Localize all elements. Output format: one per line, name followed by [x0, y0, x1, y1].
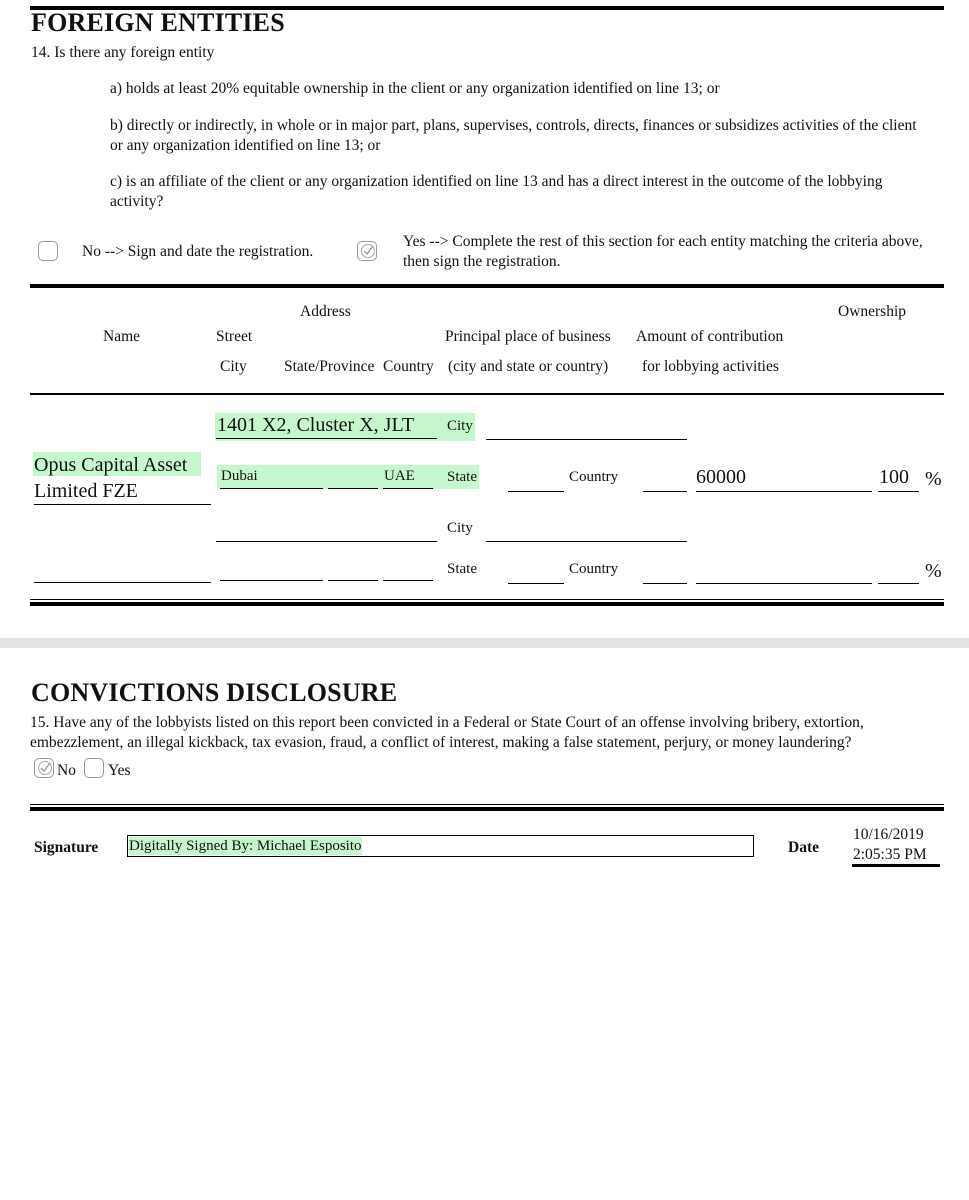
- row2-amount-line: [696, 583, 872, 584]
- row1-ppb-country-line: [643, 491, 687, 492]
- date-label: Date: [788, 839, 819, 856]
- header-amount: Amount of contribution: [636, 328, 784, 345]
- item-a: a) holds at least 20% equitable ownership in the client or any organization identified on line 13; or: [110, 80, 720, 97]
- row2-ppb-state-line: [508, 583, 564, 584]
- row2-state-province-line: [328, 580, 378, 581]
- row2-ppb-country-line: [643, 583, 687, 584]
- signature-rule: [30, 807, 944, 811]
- row1-ppb-state-label: State: [447, 469, 477, 485]
- page-break: [0, 638, 969, 648]
- row1-city[interactable]: Dubai: [221, 468, 258, 484]
- row2-ppb-country-label: Country: [569, 561, 619, 577]
- row2-city-line: [220, 580, 323, 581]
- row1-percent: %: [925, 468, 942, 490]
- row1-ppb-country-label: Country: [569, 469, 619, 485]
- header-ownership: Ownership: [838, 303, 907, 320]
- row2-ppb-state-label: State: [447, 561, 477, 577]
- yes-option-label: Yes --> Complete the rest of this section for each entity matching the criteria above, then sign the registration.: [403, 233, 923, 270]
- row1-city-line: [220, 488, 323, 489]
- signature-label: Signature: [34, 839, 99, 856]
- row2-country-line: [383, 580, 433, 581]
- table-top-rule: [30, 284, 944, 288]
- row2-name-line: [34, 582, 211, 583]
- header-city-state-country: (city and state or country): [448, 358, 609, 375]
- time-value: 2:05:35 PM: [853, 846, 927, 863]
- row1-ppb-city-label: City: [447, 418, 473, 434]
- row1-ppb-state-line: [508, 491, 564, 492]
- convictions-no-checkbox[interactable]: [34, 758, 54, 778]
- question-15: 15. Have any of the lobbyists listed on this report been convicted in a Federal or State Court of an offense involving bribery, extortion, embezzlement, an illegal kickback, tax evasion, fraud, a conflict of interest, making a false statement, perjury, or money laundering?: [30, 714, 864, 751]
- signature-value: Digitally Signed By: Michael Esposito: [129, 838, 362, 854]
- row1-name-line: [34, 504, 211, 505]
- header-country: Country: [383, 358, 434, 375]
- item-c: c) is an affiliate of the client or any organization identified on line 13 and has a direct interest in the outcome of the lobbying activity?: [110, 173, 883, 210]
- header-address: Address: [300, 303, 351, 320]
- row2-percent: %: [925, 560, 942, 582]
- date-underline: [852, 864, 940, 867]
- signature-field[interactable]: [127, 835, 754, 857]
- foreign-entities-heading: FOREIGN ENTITIES: [31, 8, 285, 37]
- header-for-lobbying: for lobbying activities: [642, 358, 779, 375]
- row1-amount[interactable]: 60000: [696, 466, 746, 488]
- signature-rule-thin: [30, 804, 944, 805]
- header-state-province: State/Province: [284, 358, 375, 375]
- convictions-yes-checkbox[interactable]: [84, 758, 104, 778]
- row2-street-line: [216, 541, 437, 542]
- row1-ownership[interactable]: 100: [879, 466, 909, 488]
- row1-name[interactable]: Opus Capital Asset Limited FZE: [34, 454, 188, 502]
- table-bottom-rule-thin: [30, 599, 944, 600]
- convictions-heading: CONVICTIONS DISCLOSURE: [31, 678, 398, 707]
- convictions-no-label: No: [57, 762, 76, 779]
- row1-ownership-line: [878, 491, 919, 492]
- question-14: 14. Is there any foreign entity: [31, 44, 215, 61]
- no-checkbox[interactable]: [38, 241, 58, 261]
- header-city: City: [220, 358, 247, 375]
- row1-state-province-line: [328, 488, 378, 489]
- row2-ppb-city-label: City: [447, 520, 473, 536]
- row1-street-line: [216, 438, 437, 439]
- row2-ownership-line: [878, 583, 919, 584]
- table-header-rule: [30, 393, 944, 395]
- header-street: Street: [216, 328, 253, 345]
- item-b: b) directly or indirectly, in whole or in major part, plans, supervises, controls, directs, finances or subsidizes activities of the client or any organization identified on line 13; or: [110, 117, 917, 154]
- checkmark-icon: [37, 760, 53, 776]
- row1-country[interactable]: UAE: [384, 468, 415, 484]
- yes-checkbox[interactable]: [357, 241, 377, 261]
- convictions-yes-label: Yes: [108, 762, 131, 779]
- row1-amount-line: [696, 491, 872, 492]
- table-bottom-rule: [30, 602, 944, 606]
- date-value: 10/16/2019: [853, 826, 924, 843]
- checkmark-icon: [360, 243, 376, 259]
- header-principal: Principal place of business: [445, 328, 611, 345]
- row1-street[interactable]: 1401 X2, Cluster X, JLT: [217, 414, 415, 436]
- row1-ppb-city-line: [486, 439, 687, 440]
- row1-country-line: [383, 488, 433, 489]
- header-name: Name: [103, 328, 141, 345]
- no-option-label: No --> Sign and date the registration.: [82, 243, 314, 260]
- row2-ppb-city-line: [486, 541, 687, 542]
